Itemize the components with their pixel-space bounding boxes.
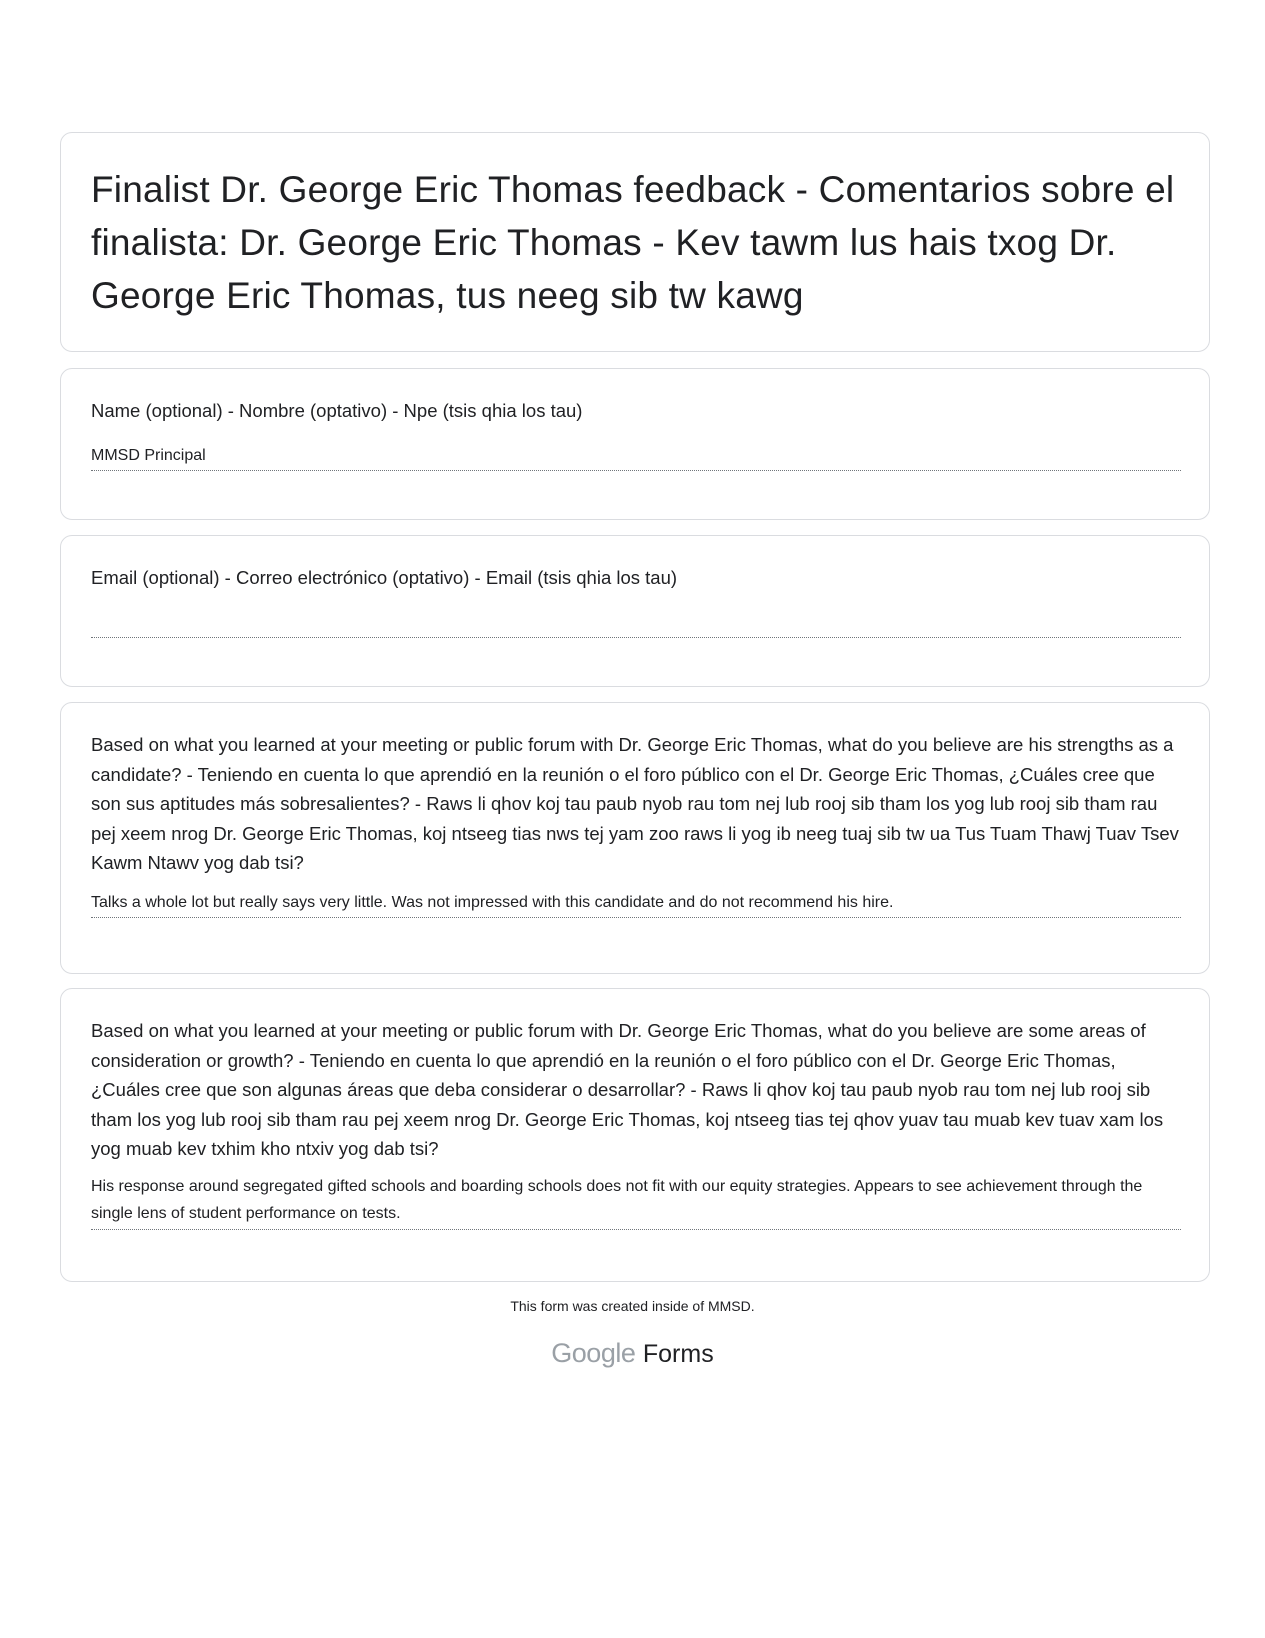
question-label-email: Email (optional) - Correo electrónico (optativo) - Email (tsis qhia los tau) [91, 567, 678, 588]
question-card-email [60, 535, 1210, 687]
answer-field-growth[interactable]: His response around segregated gifted schools and boarding schools does not fit with our equity strategies. Appears to see achievement through the single lens of student performance on tests. [91, 1173, 1181, 1230]
question-card-name [60, 368, 1210, 520]
forms-wordmark: Forms [642, 1340, 714, 1368]
question-card-growth [60, 988, 1210, 1282]
question-label-name: Name (optional) - Nombre (optativo) - Npe (tsis qhia los tau) [91, 400, 583, 421]
answer-field-email[interactable] [91, 609, 1181, 638]
google-forms-logo[interactable] [0, 1338, 1265, 1369]
question-card-strengths [60, 702, 1210, 974]
question-label-growth: Based on what you learned at your meeting or public forum with Dr. George Eric Thomas, what do you believe are some areas of consideration or growth? - Teniendo en cuenta lo que aprendió en la reunión o el foro público con el Dr. George Eric Thomas, ¿Cuáles cree que son algunas áreas que deba considerar o desarrollar? - Raws li qhov koj tau paub nyob rau tom nej lub rooj sib tham los yog lub rooj sib tham rau pej xeem nrog Dr. George Eric Thomas, koj ntseeg tias tej qhov yuav tau muab kev tuav xam los yog muab kev txhim kho ntxiv yog dab tsi? [91, 1020, 1164, 1159]
answer-field-strengths[interactable]: Talks a whole lot but really says very little. Was not impressed with this candidate and do not recommend his hire. [91, 889, 1181, 918]
answer-field-name[interactable]: MMSD Principal [91, 442, 1181, 471]
form-footer-note: This form was created inside of MMSD. [510, 1298, 755, 1314]
google-wordmark: Google [551, 1338, 636, 1368]
form-title: Finalist Dr. George Eric Thomas feedback - Comentarios sobre el finalista: Dr. George Eric Thomas - Kev tawm lus hais txog Dr. George Eric Thomas, tus neeg sib tw kawg [91, 169, 1175, 316]
form-header-card [60, 132, 1210, 352]
question-label-strengths: Based on what you learned at your meeting or public forum with Dr. George Eric Thomas, what do you believe are his strengths as a candidate? - Teniendo en cuenta lo que aprendió en la reunión o el foro público con el Dr. George Eric Thomas, ¿Cuáles cree que son sus aptitudes más sobresalientes? - Raws li qhov koj tau paub nyob rau tom nej lub rooj sib tham los yog lub rooj sib tham rau pej xeem nrog Dr. George Eric Thomas, koj ntseeg tias nws tej yam zoo raws li yog ib neeg tuaj sib tw ua Tus Tuam Thawj Tuav Tsev Kawm Ntawv yog dab tsi? [91, 734, 1179, 873]
